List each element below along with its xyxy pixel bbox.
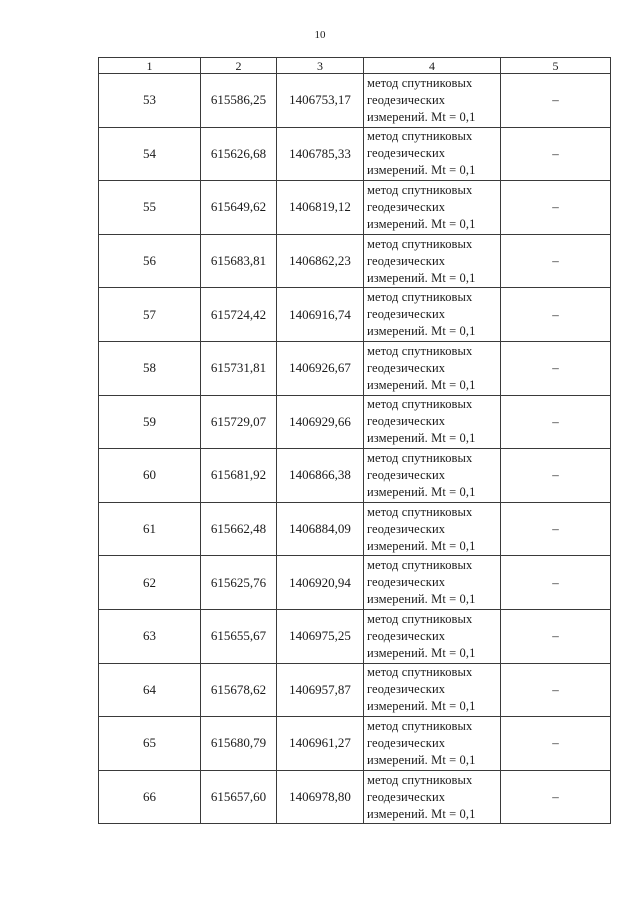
- x-coordinate-cell: 615626,68: [201, 127, 277, 181]
- method-cell: [364, 181, 501, 235]
- table-body: [99, 74, 611, 824]
- method-line-3: измерений. Mt = 0,1: [367, 431, 476, 446]
- method-line-3: измерений. Mt = 0,1: [367, 538, 476, 553]
- method-line-2: геодезических: [367, 467, 446, 482]
- point-number-cell: 63: [99, 609, 201, 663]
- method-line-2: геодезических: [367, 360, 446, 375]
- column-5-cell: –: [501, 288, 611, 342]
- y-coordinate-cell: 1406884,09: [277, 502, 364, 556]
- table-row: [99, 234, 611, 288]
- method-line-3: измерений. Mt = 0,1: [367, 324, 476, 339]
- x-coordinate-cell: 615724,42: [201, 288, 277, 342]
- column-5-cell: –: [501, 556, 611, 610]
- method-line-1: метод спутниковых: [367, 129, 473, 144]
- column-5-cell: –: [501, 181, 611, 235]
- x-coordinate-cell: 615678,62: [201, 663, 277, 717]
- column-5-cell: –: [501, 663, 611, 717]
- point-number-cell: 60: [99, 449, 201, 503]
- method-line-3: измерений. Mt = 0,1: [367, 109, 476, 124]
- method-cell: [364, 556, 501, 610]
- page-number: 10: [314, 29, 326, 41]
- x-coordinate-cell: 615683,81: [201, 234, 277, 288]
- table-row: [99, 663, 611, 717]
- method-cell: [364, 609, 501, 663]
- method-line-3: измерений. Mt = 0,1: [367, 484, 476, 499]
- point-number-cell: 53: [99, 74, 201, 128]
- method-line-1: метод спутниковых: [367, 343, 473, 358]
- point-number-cell: 62: [99, 556, 201, 610]
- method-cell: [364, 663, 501, 717]
- column-5-cell: –: [501, 395, 611, 449]
- method-cell: [364, 127, 501, 181]
- method-line-1: метод спутниковых: [367, 611, 473, 626]
- method-line-2: геодезических: [367, 414, 446, 429]
- point-number-cell: 57: [99, 288, 201, 342]
- method-cell: [364, 449, 501, 503]
- method-line-2: геодезических: [367, 199, 446, 214]
- method-line-1: метод спутниковых: [367, 450, 473, 465]
- point-number-cell: 56: [99, 234, 201, 288]
- y-coordinate-cell: 1406916,74: [277, 288, 364, 342]
- method-line-3: измерений. Mt = 0,1: [367, 752, 476, 767]
- method-line-1: метод спутниковых: [367, 236, 473, 251]
- column-5-cell: –: [501, 770, 611, 824]
- x-coordinate-cell: 615680,79: [201, 717, 277, 771]
- method-line-3: измерений. Mt = 0,1: [367, 377, 476, 392]
- method-cell: [364, 74, 501, 128]
- table-row: [99, 556, 611, 610]
- method-cell: [364, 770, 501, 824]
- method-line-2: геодезических: [367, 92, 446, 107]
- x-coordinate-cell: 615649,62: [201, 181, 277, 235]
- table-row: [99, 395, 611, 449]
- y-coordinate-cell: 1406785,33: [277, 127, 364, 181]
- header-row: [99, 58, 611, 74]
- column-5-cell: –: [501, 127, 611, 181]
- table-row: [99, 341, 611, 395]
- method-line-2: геодезических: [367, 789, 446, 804]
- table-row: [99, 449, 611, 503]
- point-number-cell: 61: [99, 502, 201, 556]
- y-coordinate-cell: 1406819,12: [277, 181, 364, 235]
- table-header: [99, 58, 611, 74]
- table-row: [99, 717, 611, 771]
- method-line-3: измерений. Mt = 0,1: [367, 806, 476, 821]
- y-coordinate-cell: 1406926,67: [277, 341, 364, 395]
- method-line-2: геодезических: [367, 253, 446, 268]
- method-line-3: измерений. Mt = 0,1: [367, 163, 476, 178]
- method-line-2: геодезических: [367, 575, 446, 590]
- method-line-1: метод спутниковых: [367, 504, 473, 519]
- y-coordinate-cell: 1406862,23: [277, 234, 364, 288]
- method-cell: [364, 234, 501, 288]
- method-line-2: геодезических: [367, 307, 446, 322]
- point-number-cell: 54: [99, 127, 201, 181]
- method-line-2: геодезических: [367, 628, 446, 643]
- column-5-cell: –: [501, 449, 611, 503]
- method-cell: [364, 717, 501, 771]
- point-number-cell: 66: [99, 770, 201, 824]
- method-line-1: метод спутниковых: [367, 397, 473, 412]
- y-coordinate-cell: 1406929,66: [277, 395, 364, 449]
- header-cell-3: 3: [277, 58, 364, 74]
- column-5-cell: –: [501, 341, 611, 395]
- coordinates-table: [98, 57, 611, 824]
- x-coordinate-cell: 615657,60: [201, 770, 277, 824]
- x-coordinate-cell: 615662,48: [201, 502, 277, 556]
- y-coordinate-cell: 1406920,94: [277, 556, 364, 610]
- method-line-1: метод спутниковых: [367, 558, 473, 573]
- column-5-cell: –: [501, 717, 611, 771]
- table-row: [99, 288, 611, 342]
- method-line-1: метод спутниковых: [367, 75, 473, 90]
- point-number-cell: 58: [99, 341, 201, 395]
- y-coordinate-cell: 1406975,25: [277, 609, 364, 663]
- method-line-3: измерений. Mt = 0,1: [367, 216, 476, 231]
- method-line-3: измерений. Mt = 0,1: [367, 699, 476, 714]
- x-coordinate-cell: 615681,92: [201, 449, 277, 503]
- column-5-cell: –: [501, 234, 611, 288]
- y-coordinate-cell: 1406866,38: [277, 449, 364, 503]
- column-5-cell: –: [501, 74, 611, 128]
- table-row: [99, 609, 611, 663]
- point-number-cell: 59: [99, 395, 201, 449]
- table-row: [99, 74, 611, 128]
- method-line-1: метод спутниковых: [367, 290, 473, 305]
- method-cell: [364, 341, 501, 395]
- x-coordinate-cell: 615586,25: [201, 74, 277, 128]
- y-coordinate-cell: 1406957,87: [277, 663, 364, 717]
- x-coordinate-cell: 615655,67: [201, 609, 277, 663]
- method-line-1: метод спутниковых: [367, 772, 473, 787]
- column-5-cell: –: [501, 502, 611, 556]
- method-cell: [364, 502, 501, 556]
- method-line-2: геодезических: [367, 521, 446, 536]
- method-line-2: геодезических: [367, 146, 446, 161]
- header-cell-5: 5: [501, 58, 611, 74]
- header-cell-4: 4: [364, 58, 501, 74]
- method-line-3: измерений. Mt = 0,1: [367, 645, 476, 660]
- method-line-3: измерений. Mt = 0,1: [367, 270, 476, 285]
- method-line-3: измерений. Mt = 0,1: [367, 592, 476, 607]
- method-line-1: метод спутниковых: [367, 665, 473, 680]
- header-cell-2: 2: [201, 58, 277, 74]
- table-row: [99, 181, 611, 235]
- table-row: [99, 127, 611, 181]
- y-coordinate-cell: 1406961,27: [277, 717, 364, 771]
- method-cell: [364, 288, 501, 342]
- x-coordinate-cell: 615731,81: [201, 341, 277, 395]
- y-coordinate-cell: 1406978,80: [277, 770, 364, 824]
- x-coordinate-cell: 615625,76: [201, 556, 277, 610]
- method-line-2: геодезических: [367, 735, 446, 750]
- point-number-cell: 55: [99, 181, 201, 235]
- method-cell: [364, 395, 501, 449]
- method-line-1: метод спутниковых: [367, 718, 473, 733]
- y-coordinate-cell: 1406753,17: [277, 74, 364, 128]
- method-line-1: метод спутниковых: [367, 182, 473, 197]
- point-number-cell: 64: [99, 663, 201, 717]
- point-number-cell: 65: [99, 717, 201, 771]
- x-coordinate-cell: 615729,07: [201, 395, 277, 449]
- table-row: [99, 770, 611, 824]
- header-cell-1: 1: [99, 58, 201, 74]
- table-row: [99, 502, 611, 556]
- method-line-2: геодезических: [367, 682, 446, 697]
- column-5-cell: –: [501, 609, 611, 663]
